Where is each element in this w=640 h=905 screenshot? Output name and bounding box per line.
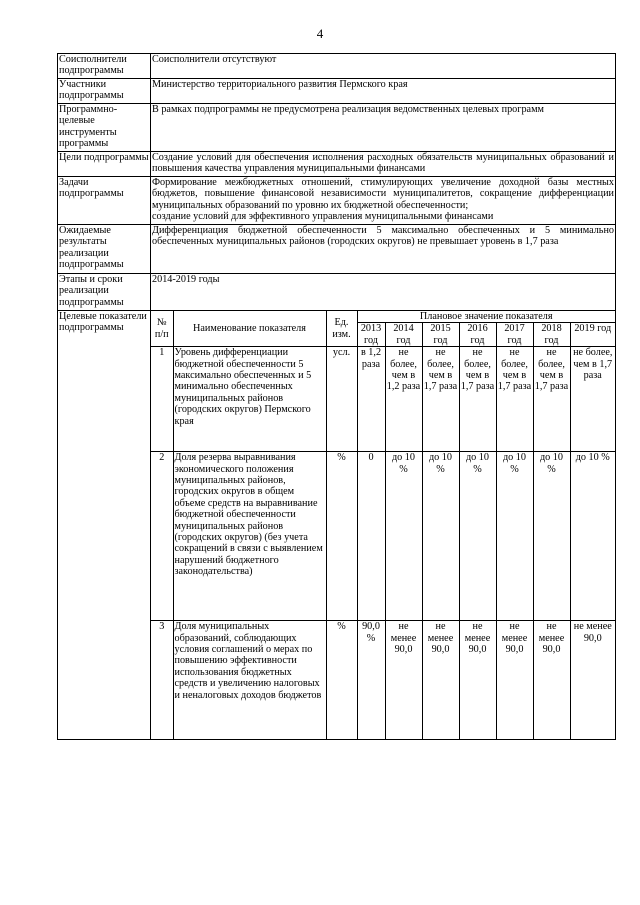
row-goals	[58, 152, 616, 177]
row-value: не менее 90,0	[422, 621, 459, 740]
header-plan: Плановое значение показателя	[357, 311, 615, 323]
table-row	[151, 452, 615, 621]
row-unit: усл.	[326, 347, 357, 452]
year-2017: 2017 год	[496, 323, 533, 347]
label-stages: Этапы и сроки реализации подпрограммы	[58, 274, 151, 311]
row-value: не более, чем в 1,7 раза	[459, 347, 496, 452]
row-value: не более, чем в 1,7 раза	[570, 347, 615, 452]
row-value: 90,0 %	[357, 621, 385, 740]
row-value: не более, чем в 1,7 раза	[422, 347, 459, 452]
row-value: не менее 90,0	[533, 621, 570, 740]
value-stages: 2014-2019 годы	[151, 274, 616, 311]
row-value: в 1,2 раза	[357, 347, 385, 452]
row-value: не менее 90,0	[570, 621, 615, 740]
row-instruments	[58, 104, 616, 152]
row-participants	[58, 79, 616, 104]
year-2013: 2013 год	[357, 323, 385, 347]
row-stages	[58, 274, 616, 311]
row-tasks	[58, 177, 616, 225]
row-value: до 10 %	[422, 452, 459, 621]
table-row	[151, 621, 615, 740]
header-name: Наименование показателя	[173, 311, 326, 347]
indicators-header	[151, 311, 615, 323]
row-value: до 10 %	[533, 452, 570, 621]
label-goals: Цели подпрограммы	[58, 152, 151, 177]
value-instruments: В рамках подпрограммы не предусмотрена реализация ведомственных целевых программ	[151, 104, 616, 152]
label-instruments: Программно-целевые инструменты программы	[58, 104, 151, 152]
row-no: 1	[151, 347, 173, 452]
label-participants: Участники подпрограммы	[58, 79, 151, 104]
value-tasks-1: Формирование межбюджетных отношений, стимулирующих увеличение доходной базы местных бюджетов, повышение финансовой независимости муниципалитетов, сокращение дифференциации муниципальных образований по уровню их бюджетной обеспеченности;	[152, 177, 614, 211]
row-value: до 10 %	[496, 452, 533, 621]
value-tasks-2: создание условий для эффективного управления муниципальными финансами	[152, 211, 494, 223]
value-goals: Создание условий для обеспечения исполнения расходных обязательств муниципальных образований и повышения качества управления муниципальными финансами	[151, 152, 616, 177]
row-results	[58, 225, 616, 274]
year-2018: 2018 год	[533, 323, 570, 347]
indicators-table	[151, 311, 615, 739]
row-value: до 10 %	[459, 452, 496, 621]
header-no: № п/п	[151, 311, 173, 347]
row-name: Уровень дифференциации бюджетной обеспеченности 5 максимально обеспеченных и 5 минимально обеспеченных муниципальных районов (городских округов) Пермского края	[173, 347, 326, 452]
row-value: 0	[357, 452, 385, 621]
indicators-cell	[151, 311, 616, 740]
row-targets	[58, 311, 616, 740]
passport-table	[57, 53, 616, 740]
year-2015: 2015 год	[422, 323, 459, 347]
row-unit: %	[326, 452, 357, 621]
value-participants: Министерство территориального развития Пермского края	[151, 79, 616, 104]
row-value: не менее 90,0	[385, 621, 422, 740]
page-number: 4	[316, 26, 324, 41]
label-results: Ожидаемые результаты реализации подпрограммы	[58, 225, 151, 274]
row-value: не менее 90,0	[459, 621, 496, 740]
row-name: Доля резерва выравнивания экономического положения муниципальных районов, городских округов в общем объеме средств на выравнивание бюджетной обеспеченности муниципальных районов (городских округов) (без учета сокращений в связи с выявлением нарушений бюджетного законодательства)	[173, 452, 326, 621]
header-unit: Ед. изм.	[326, 311, 357, 347]
label-targets: Целевые показатели подпрограммы	[58, 311, 151, 740]
row-value: не более, чем в 1,7 раза	[533, 347, 570, 452]
row-value: до 10 %	[385, 452, 422, 621]
row-value: не более, чем в 1,7 раза	[496, 347, 533, 452]
row-value: не менее 90,0	[496, 621, 533, 740]
table-row	[151, 347, 615, 452]
year-2014: 2014 год	[385, 323, 422, 347]
value-coexecutors: Соисполнители отсутствуют	[151, 54, 616, 79]
row-no: 3	[151, 621, 173, 740]
row-unit: %	[326, 621, 357, 740]
row-value: до 10 %	[570, 452, 615, 621]
year-2016: 2016 год	[459, 323, 496, 347]
row-name: Доля муниципальных образований, соблюдающих условия соглашений о мерах по повышению эффективности использования бюджетных средств и увеличению налоговых и неналоговых доходов бюджетов	[173, 621, 326, 740]
value-results: Дифференциация бюджетной обеспеченности 5 максимально обеспеченных и 5 минимально обеспеченных муниципальных районов (городских округов) не превышает уровень в 1,7 раза	[151, 225, 616, 274]
label-tasks: Задачи подпрограммы	[58, 177, 151, 225]
value-tasks	[151, 177, 616, 225]
row-value: не более, чем в 1,2 раза	[385, 347, 422, 452]
row-no: 2	[151, 452, 173, 621]
year-2019: 2019 год	[570, 323, 615, 347]
row-coexecutors	[58, 54, 616, 79]
label-coexecutors: Соисполнители подпрограммы	[58, 54, 151, 79]
